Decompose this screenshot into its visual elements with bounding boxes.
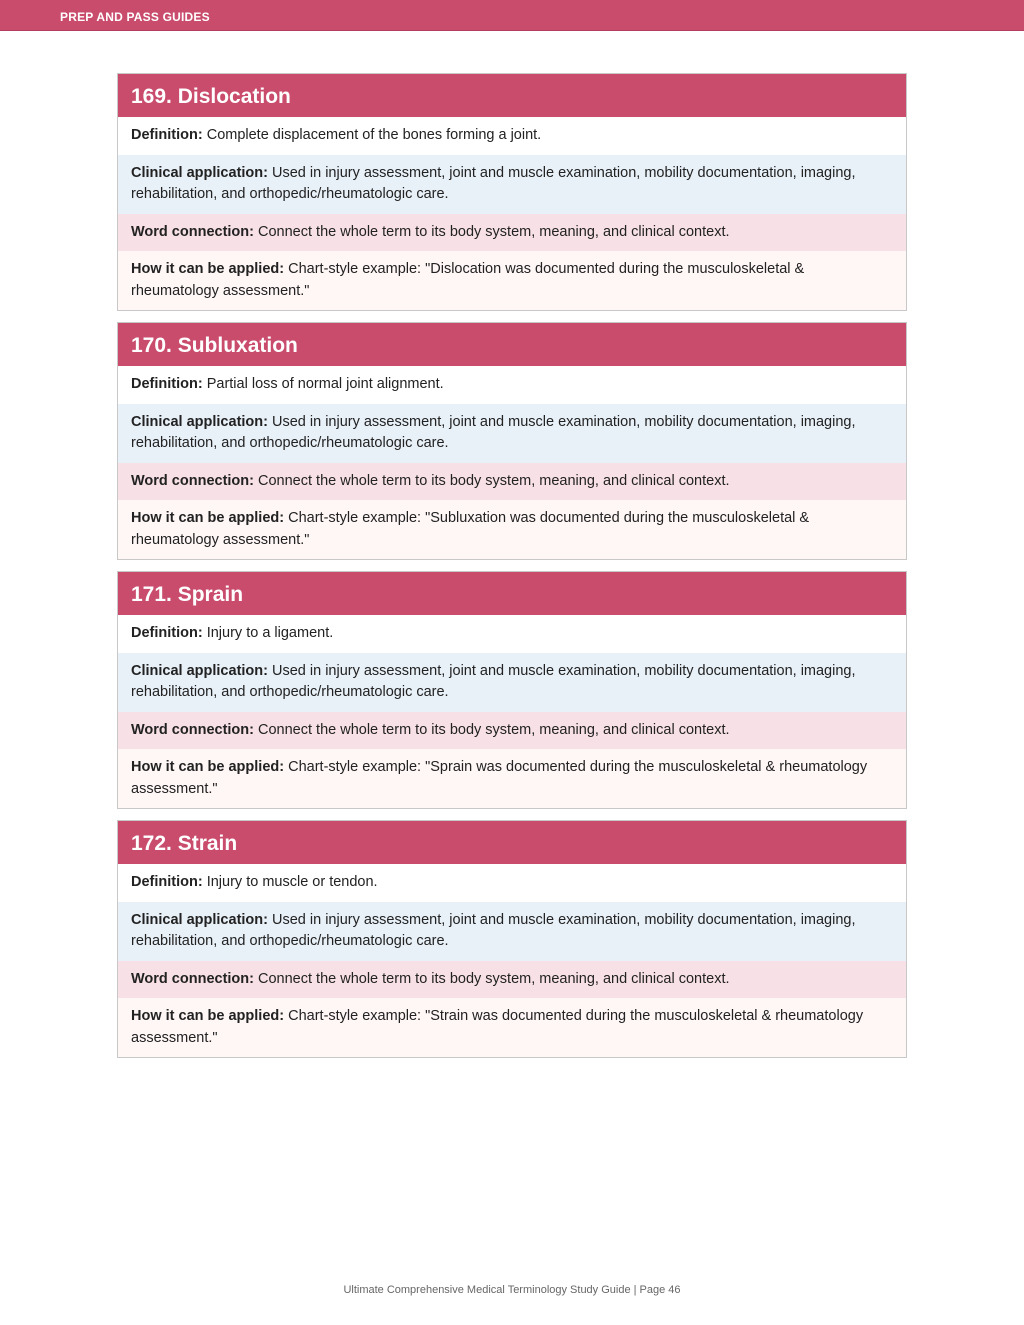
- page-footer: Ultimate Comprehensive Medical Terminology Study Guide | Page 46: [343, 1284, 681, 1296]
- word-label: Word connection:: [131, 223, 254, 240]
- card-title: 170. Subluxation: [118, 323, 906, 366]
- definition-text: Injury to a ligament.: [206, 625, 334, 641]
- term-card: [117, 322, 907, 560]
- word-text: Connect the whole term to its body system, meaning, and clinical context.: [258, 970, 730, 987]
- how-row: [118, 749, 906, 808]
- card-title: 172. Strain: [118, 821, 906, 864]
- term-card: [117, 73, 907, 311]
- definition-label: Definition:: [131, 625, 203, 641]
- clinical-label: Clinical application:: [131, 413, 268, 430]
- card-title: 169. Dislocation: [118, 74, 906, 117]
- definition-row: [118, 864, 906, 902]
- clinical-label: Clinical application:: [131, 911, 268, 928]
- clinical-text: Used in injury assessment, joint and muscle examination, mobility documentation, imaging, rehabilitation, and orthopedic/rheumatologic care.: [131, 911, 856, 949]
- clinical-label: Clinical application:: [131, 164, 268, 181]
- banner-label: PREP AND PASS GUIDES: [60, 10, 210, 24]
- clinical-label: Clinical application:: [131, 662, 268, 679]
- term-card: [117, 820, 907, 1058]
- clinical-row: [118, 155, 906, 214]
- clinical-row: [118, 404, 906, 463]
- word-label: Word connection:: [131, 721, 254, 738]
- how-row: [118, 500, 906, 559]
- how-label: How it can be applied:: [131, 510, 285, 526]
- definition-row: [118, 366, 906, 404]
- definition-text: Injury to muscle or tendon.: [206, 874, 378, 890]
- how-text: Chart-style example: "Dislocation was documented during the musculoskeletal & rheumatology assessment.": [131, 261, 805, 299]
- word-label: Word connection:: [131, 472, 254, 489]
- definition-row: [118, 117, 906, 155]
- how-label: How it can be applied:: [131, 759, 285, 775]
- definition-row: [118, 615, 906, 653]
- how-label: How it can be applied:: [131, 1008, 285, 1024]
- how-row: [118, 998, 906, 1057]
- definition-text: Complete displacement of the bones forming a joint.: [206, 127, 542, 143]
- word-row: [118, 463, 906, 501]
- word-row: [118, 961, 906, 999]
- definition-label: Definition:: [131, 376, 203, 392]
- definition-text: Partial loss of normal joint alignment.: [206, 376, 444, 392]
- top-banner: [0, 0, 1024, 31]
- word-label: Word connection:: [131, 970, 254, 987]
- clinical-row: [118, 902, 906, 961]
- how-row: [118, 251, 906, 310]
- how-text: Chart-style example: "Sprain was documented during the musculoskeletal & rheumatology assessment.": [131, 759, 868, 797]
- how-label: How it can be applied:: [131, 261, 285, 277]
- how-text: Chart-style example: "Subluxation was documented during the musculoskeletal & rheumatology assessment.": [131, 510, 810, 548]
- clinical-text: Used in injury assessment, joint and muscle examination, mobility documentation, imaging, rehabilitation, and orthopedic/rheumatologic care.: [131, 413, 856, 451]
- definition-label: Definition:: [131, 874, 203, 890]
- term-cards: [117, 73, 907, 1069]
- word-row: [118, 712, 906, 750]
- how-text: Chart-style example: "Strain was documented during the musculoskeletal & rheumatology assessment.": [131, 1008, 864, 1046]
- clinical-text: Used in injury assessment, joint and muscle examination, mobility documentation, imaging, rehabilitation, and orthopedic/rheumatologic care.: [131, 662, 856, 700]
- card-title: 171. Sprain: [118, 572, 906, 615]
- word-row: [118, 214, 906, 252]
- clinical-text: Used in injury assessment, joint and muscle examination, mobility documentation, imaging, rehabilitation, and orthopedic/rheumatologic care.: [131, 164, 856, 202]
- word-text: Connect the whole term to its body system, meaning, and clinical context.: [258, 721, 730, 738]
- word-text: Connect the whole term to its body system, meaning, and clinical context.: [258, 223, 730, 240]
- definition-label: Definition:: [131, 127, 203, 143]
- word-text: Connect the whole term to its body system, meaning, and clinical context.: [258, 472, 730, 489]
- clinical-row: [118, 653, 906, 712]
- term-card: [117, 571, 907, 809]
